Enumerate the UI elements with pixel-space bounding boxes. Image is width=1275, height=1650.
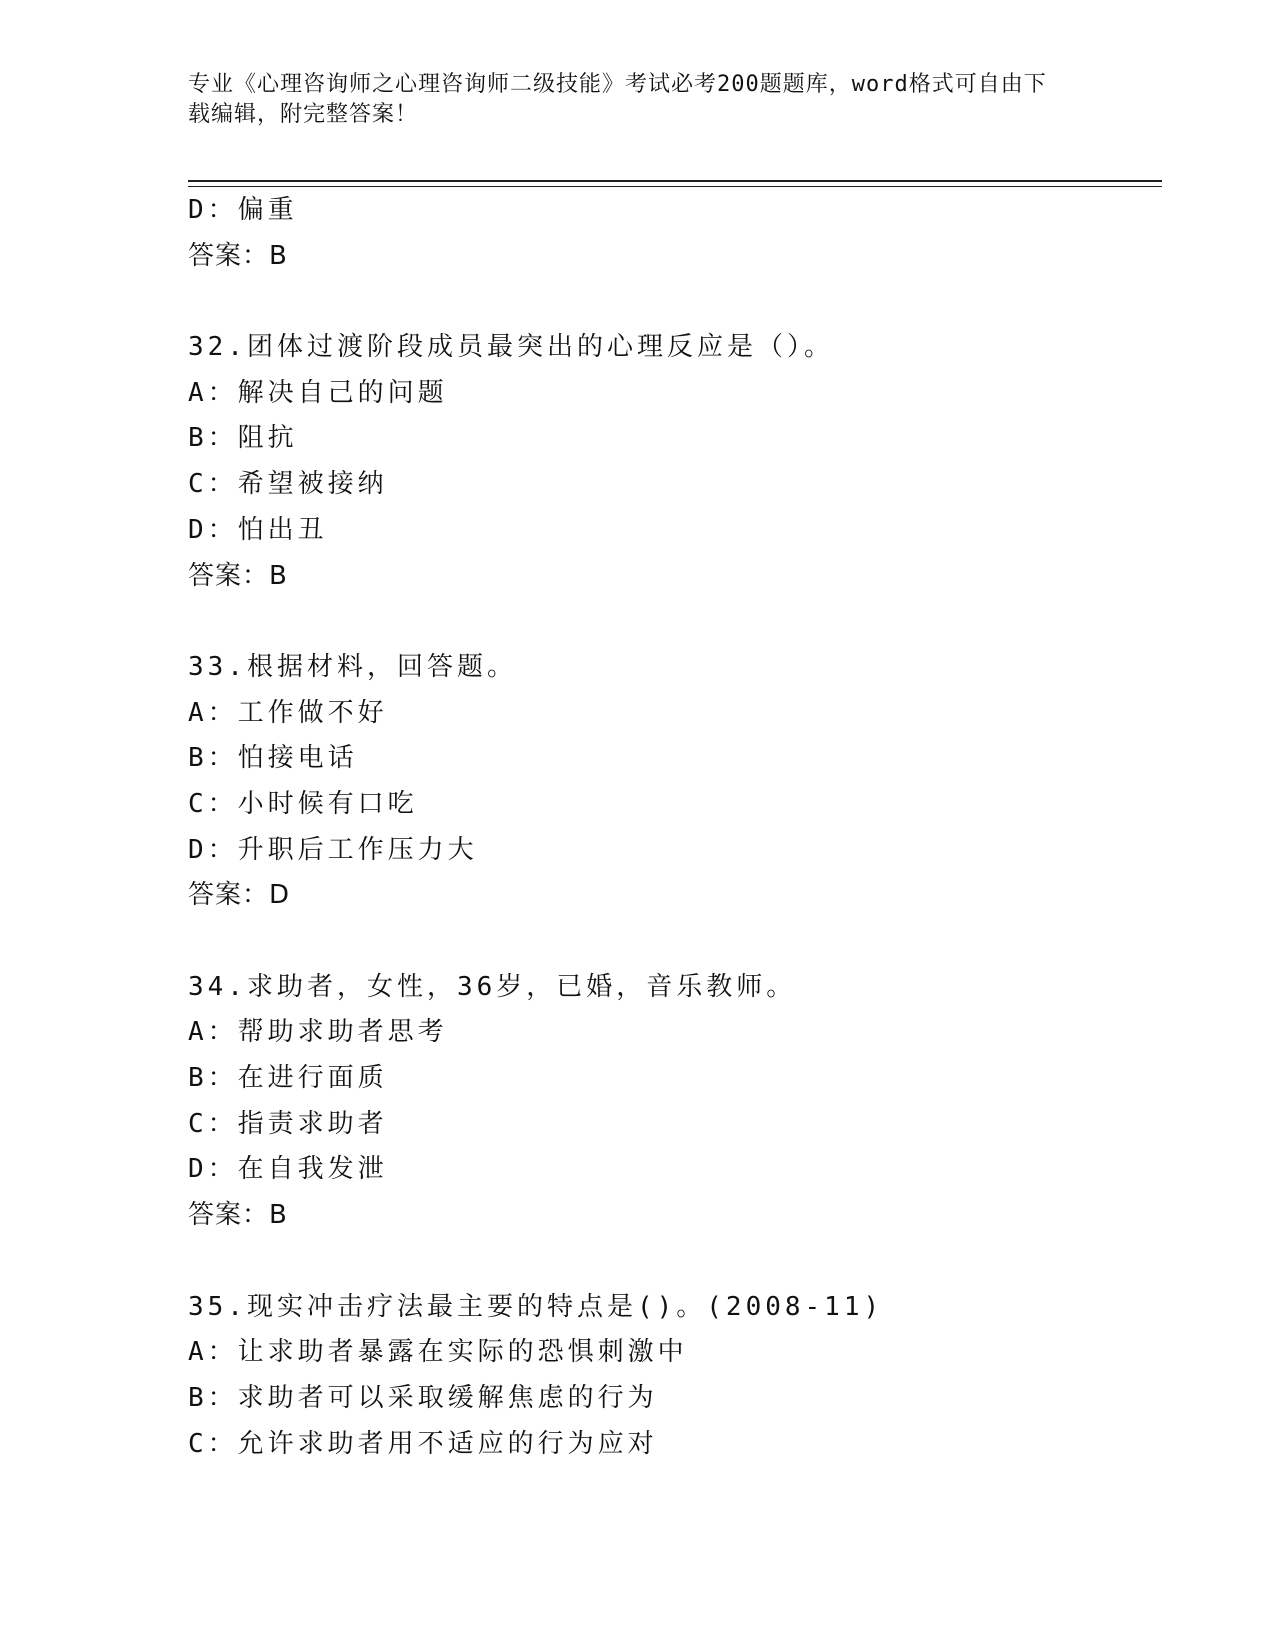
question-stem: 32.团体过渡阶段成员最突出的心理反应是（）。 — [188, 332, 834, 363]
answer-line: 答案：B — [188, 1200, 288, 1231]
question-34 — [188, 965, 1162, 1239]
option-c: C：指责求助者 — [188, 1108, 388, 1139]
option-a: A：让求助者暴露在实际的恐惧刺激中 — [188, 1337, 688, 1368]
option-a: A：工作做不好 — [188, 697, 388, 728]
option-a: A：帮助求助者思考 — [188, 1017, 448, 1048]
header-divider — [188, 180, 1162, 182]
document-header — [188, 70, 1068, 130]
header-intro: 专业《心理咨询师之心理咨询师二级技能》考试必考200题题库，word格式可自由下载编辑，附完整答案！ — [188, 72, 1047, 127]
option-d: D：偏重 — [188, 195, 298, 225]
option-b: B：怕接电话 — [188, 743, 358, 774]
question-stem: 33.根据材料，回答题。 — [188, 651, 517, 682]
option-c: C：小时候有口吃 — [188, 788, 418, 819]
option-d: D：升职后工作压力大 — [188, 834, 478, 865]
option-b: B：求助者可以采取缓解焦虑的行为 — [188, 1382, 658, 1413]
question-35 — [188, 1285, 1162, 1468]
question-32 — [188, 325, 1162, 599]
option-a: A：解决自己的问题 — [188, 377, 448, 408]
option-c: C：允许求助者用不适应的行为应对 — [188, 1428, 658, 1459]
option-c: C：希望被接纳 — [188, 469, 388, 500]
option-b: B：在进行面质 — [188, 1063, 388, 1094]
question-stem: 35.现实冲击疗法最主要的特点是()。(2008-11) — [188, 1291, 884, 1322]
option-d: D：在自我发泄 — [188, 1154, 388, 1185]
header-divider-thin — [188, 186, 1162, 187]
option-d: D：怕出丑 — [188, 514, 328, 545]
question-stem: 34.求助者，女性，36岁，已婚，音乐教师。 — [188, 971, 797, 1002]
question-list — [188, 188, 1162, 1467]
answer-line: 答案：B — [188, 240, 288, 271]
answer-line: 答案：B — [188, 560, 288, 591]
answer-line: 答案：D — [188, 880, 291, 911]
partial-question — [188, 188, 1162, 279]
question-33 — [188, 645, 1162, 919]
option-b: B：阻抗 — [188, 423, 298, 454]
